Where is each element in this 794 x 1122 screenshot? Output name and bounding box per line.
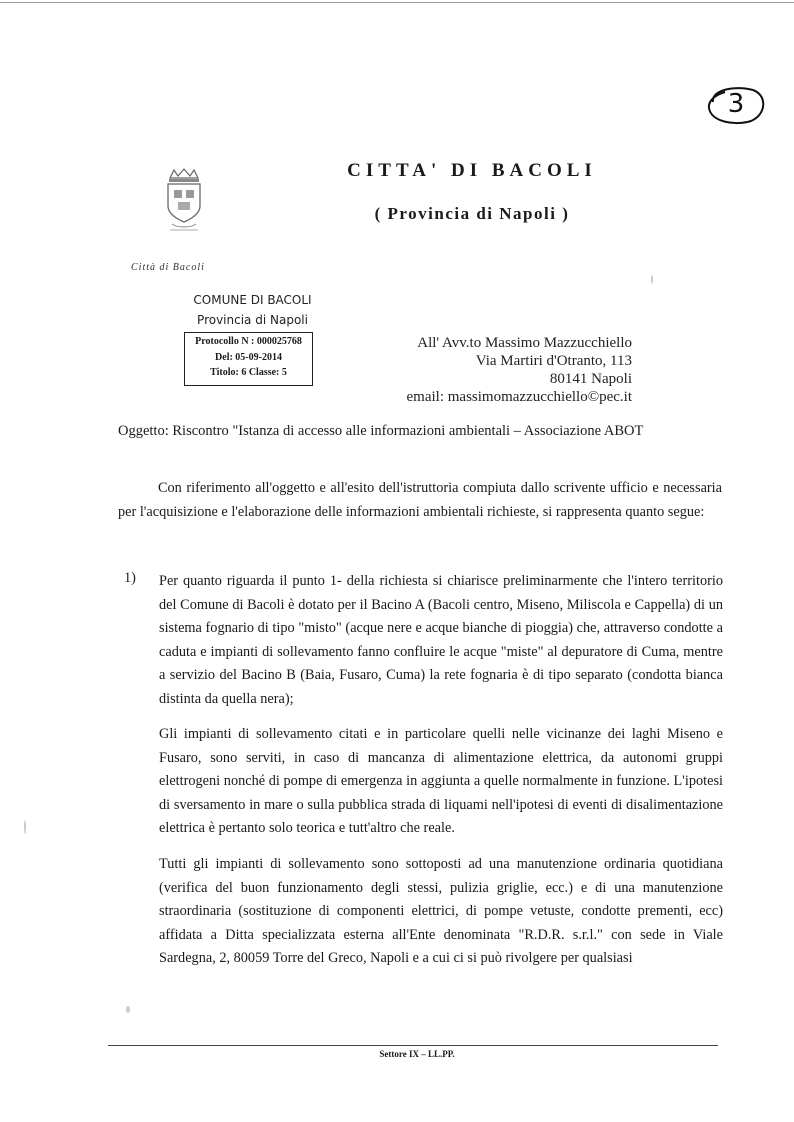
- protocol-stamp: [184, 332, 313, 386]
- scan-speck: [651, 275, 653, 284]
- province-title: ( Provincia di Napoli ): [374, 204, 570, 223]
- stamp-province: Provincia di Napoli: [197, 313, 308, 327]
- scan-speck: [126, 1006, 130, 1013]
- crest-caption: Città di Bacoli: [131, 262, 205, 273]
- city-title: CITTA' DI BACOLI: [347, 160, 597, 181]
- page-top-edge: [0, 2, 794, 3]
- footer-divider: [108, 1045, 718, 1046]
- recipient-city: 80141 Napoli: [549, 371, 632, 387]
- stamp-classification: Titolo: 6 Classe: 5: [210, 367, 287, 378]
- stamp-office: COMUNE DI BACOLI: [193, 293, 312, 307]
- stamp-date: Del: 05-09-2014: [215, 351, 282, 363]
- handwritten-page-number: [705, 86, 767, 126]
- scan-speck: [24, 820, 26, 834]
- recipient-name: All' Avv.to Massimo Mazzucchiello: [417, 335, 632, 351]
- stamp-protocol-number: Protocollo N : 000025768: [195, 336, 302, 347]
- footer-department: Settore IX – LL.PP.: [379, 1049, 455, 1059]
- item1-paragraph-3: Tutti gli impianti di sollevamento sono sottoposti ad una manutenzione ordinaria quotidiana (verifica del buon funzionamento degli stessi, pulizia griglie, ecc.) e di una manutenzione straordinaria (sostituzione di componenti elettrici, di pompe vetuste, condotte prementi, ecc) affidata a Ditta specializzata esterna all'Ente denominata "R.D.R. s.r.l." con sede in Viale Sardegna, 2, 80059 Torre del Greco, Napoli e a cui ci si può rivolgere per qualsiasi: [159, 856, 723, 967]
- recipient-email: email: massimomazzucchiello©pec.it: [406, 389, 632, 405]
- page-number-text: 3: [727, 89, 745, 119]
- intro-paragraph: Con riferimento all'oggetto e all'esito dell'istruttoria compiuta dallo scrivente ufficio e necessaria per l'acquisizione e l'elaborazione delle informazioni ambientali richieste, si rappresenta quanto segue:: [118, 480, 722, 520]
- list-marker-1: 1): [124, 570, 136, 586]
- item1-paragraph-1: Per quanto riguarda il punto 1- della richiesta si chiarisce preliminarmente che l'intero territorio del Comune di Bacoli è dotato per il Bacino A (Bacoli centro, Miseno, Miliscola e Cappella) di un sistema fognario di tipo "misto" (acque nere e acque bianche di pioggia) che, attraverso condotte a caduta e impianti di sollevamento fanno confluire le acque "miste" al depuratore di Cuma, mentre a servizio del Bacino B (Baia, Fusaro, Cuma) la rete fognaria è di tipo separato (condotta bianca distinta da quella nera);: [159, 573, 723, 707]
- subject-line: Oggetto: Riscontro "Istanza di accesso alle informazioni ambientali – Associazione ABOT: [118, 423, 644, 439]
- recipient-street: Via Martiri d'Otranto, 113: [475, 353, 632, 369]
- item1-paragraph-2: Gli impianti di sollevamento citati e in particolare quelli nelle vicinanze dei laghi Miseno e Fusaro, sono serviti, in caso di mancanza di alimentazione elettrica, da autonomi gruppi elettrogeni nonché di pompe di emergenza in aggiunta a quelle normalmente in funzione. L'ipotesi di sversamento in mare o sulla pubblica strada di liquami nell'ipotesi di eventi di disalimentazione elettrica è pertanto solo teorica e tutt'altro che reale.: [159, 726, 723, 837]
